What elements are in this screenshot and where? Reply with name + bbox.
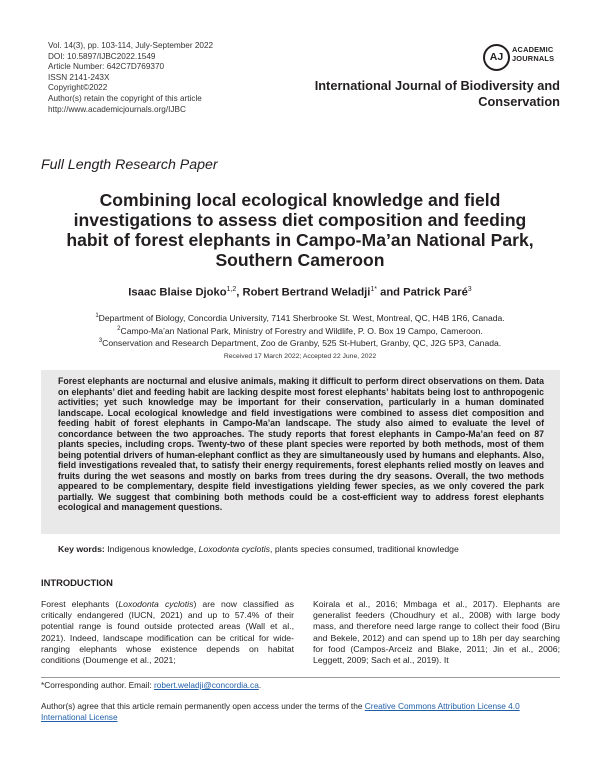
abstract-text: Forest elephants are nocturnal and elusive animals, making it difficult to perform direct observations on them. Data on elephants’ diet and feeding habit are lacking despite most forest elephants’ habitats being lost to anthropogenic activities; yet such knowledge may be important for their conservation, particularly in a human dominated landscape. Local ecological knowledge and field investigations were combined to assess diet composition and feeding habit of forest elephants in Campo-Ma’an landscape. The study also aimed to evaluate the level of concordance between the two approaches. The study reports that forest elephants in Campo-Ma’an feed on 87 plants species, including crops. Twenty-two of these plant species were reported by both methods, most of them being potential drivers of human-elephant conflict as they are simultaneously used by humans and elephants. Also, field investigations revealed that, to satisfy their energy requirements, forest elephants relied mostly on leaves and fruits during the wet seasons and mostly on barks from trees during the dry seasons. Overall, the two methods appeared to be complementary, despite field investigations yielding fewer species, as we only covered the park partially. We suggest that combining both methods could be a cost-efficient way to address forest elephants ecological and management questions.: [58, 376, 544, 512]
paper-type: Full Length Research Paper: [41, 157, 218, 173]
footnote-divider: [41, 677, 560, 678]
corr-end: .: [258, 680, 262, 690]
affiliation-number: 2: [117, 325, 121, 332]
body-column-right: Koirala et al., 2016; Mmbaga et al., 2017). Elephants are generalist feeders (Choudhury et al., 2008) with large body mass, and therefore need large range to collect their food (Biru and Bekele, 2012) and can spend up to 18h per day searching for food (Campos-Arceiz and Blake, 2011; Jin et al., 2006; Leggett, 2009; Sach et al., 2019). It: [313, 599, 560, 666]
journal-name: International Journal of Biodiversity and Conservation: [314, 78, 560, 109]
meta-issn: ISSN 2141-243X: [48, 72, 110, 82]
keywords: [58, 544, 558, 554]
affiliation-text: Department of Biology, Concordia University, 7141 Sherbrooke St. West, Montreal, QC, H4B 1R6, Canada.: [98, 312, 505, 323]
meta-copyright: Copyright©2022: [48, 83, 108, 93]
author-list: [0, 286, 600, 299]
author-affil-sup: 3: [467, 286, 472, 293]
publisher-name-line2: JOURNALS: [512, 53, 555, 63]
affiliations: [0, 311, 600, 349]
body-text: Forest elephants (: [41, 599, 119, 609]
received-accepted-dates: Received 17 March 2022; Accepted 22 June, 2022: [223, 353, 377, 360]
author-affil-sup: 1,2: [226, 286, 237, 293]
author-name: Robert Bertrand Weladji: [242, 286, 371, 299]
keywords-species: Loxodonta cyclotis: [198, 544, 271, 554]
affiliation-line: [0, 324, 600, 337]
section-heading-introduction: INTRODUCTION: [41, 577, 113, 588]
meta-url[interactable]: http://www.academicjournals.org/IJBC: [48, 104, 186, 114]
publisher-name-line1: ACADEMIC: [512, 45, 554, 54]
corr-email-link[interactable]: robert.weladji@concordia.ca: [154, 680, 259, 690]
corr-label: *Corresponding author. Email:: [41, 680, 154, 690]
body-text: ) are now classified as critically endangered (IUCN, 2021) and up to 57.4% of their potential range is found outside protected areas (Wall et al., 2021). Indeed, landscape modification can be critical for wide-ranging elephants whose existence depends on habitat conditions (Doumenge et al., 2021;: [41, 599, 294, 666]
meta-volume: Vol. 14(3), pp. 103-114, July-September 2022: [48, 41, 214, 50]
affiliation-text: Conservation and Research Department, Zoo de Granby, 525 St-Hubert, Granby, QC, J2G 5P3, Canada.: [102, 337, 502, 348]
article-title: Combining local ecological knowledge and field investigations to assess diet composition and feeding habit of forest elephants in Campo-Ma’an National Park, Southern Cameroon: [66, 190, 534, 270]
meta-article-number: Article Number: 642C7D769370: [48, 62, 165, 72]
affiliation-line: [0, 311, 600, 324]
species-name: Loxodonta cyclotis: [118, 599, 194, 609]
affiliation-number: 1: [95, 313, 99, 319]
affiliation-line: [0, 336, 600, 349]
meta-rights: Author(s) retain the copyright of this article: [48, 93, 202, 103]
author-name: Isaac Blaise Djoko: [128, 286, 227, 299]
affiliation-text: Campo-Ma’an National Park, Ministry of Forestry and Wildlife, P. O. Box 19 Campo, Cameroon.: [120, 325, 483, 336]
license-link[interactable]: Creative Commons Attribution License 4.0 International License: [41, 701, 520, 722]
article-meta: [48, 41, 213, 115]
author-name: Patrick Paré: [403, 286, 468, 299]
author-and: and: [377, 286, 404, 299]
corresponding-author-note: [41, 680, 261, 690]
publisher-name: [512, 46, 554, 63]
license-note: [41, 701, 560, 723]
author-affil-sup: 1*: [370, 286, 377, 293]
affiliation-number: 3: [98, 338, 103, 345]
license-text: Author(s) agree that this article remain permanently open access under the terms of the: [41, 701, 365, 711]
academic-journals-logo-icon: AJ: [483, 44, 510, 71]
keywords-label: Key words:: [58, 544, 105, 554]
keywords-text: Indigenous knowledge,: [104, 544, 199, 554]
keywords-text-rest: , plants species consumed, traditional knowledge: [270, 544, 459, 554]
body-column-left: [41, 599, 294, 666]
meta-doi: DOI: 10.5897/IJBC2022.1549: [48, 51, 156, 61]
author-separator: ,: [236, 286, 243, 299]
